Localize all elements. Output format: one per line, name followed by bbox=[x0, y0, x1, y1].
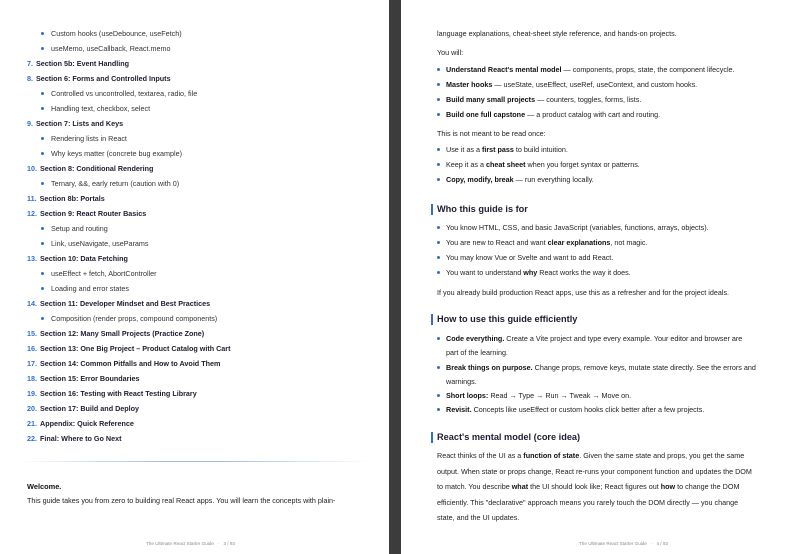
toc-entry-number: 18. bbox=[27, 374, 37, 383]
toc-entry-label: Section 12: Many Small Projects (Practice Zone) bbox=[40, 329, 205, 338]
list-item: Build one full capstone — a product catalog with cart and routing. bbox=[446, 108, 794, 122]
footer-title: The Ultimate React Starter Guide bbox=[579, 541, 647, 546]
toc-subentry-label: Custom hooks (useDebounce, useFetch) bbox=[51, 29, 182, 38]
toc-entry bbox=[27, 56, 377, 71]
heading-accent-bar bbox=[431, 204, 433, 215]
not-meant-text: This is not meant to be read once: bbox=[437, 129, 546, 138]
toc-entry-label: Section 16: Testing with React Testing Library bbox=[40, 389, 197, 398]
bullet-dot bbox=[437, 394, 440, 397]
toc-subentry-label: Setup and routing bbox=[51, 224, 108, 233]
toc-subentry bbox=[27, 86, 377, 101]
toc-entry-number: 12. bbox=[27, 209, 37, 218]
toc-entry-label: Section 11: Developer Mindset and Best Practices bbox=[40, 299, 211, 308]
you-will-text: You will: bbox=[437, 48, 464, 57]
section-heading: How to use this guide efficiently bbox=[437, 314, 577, 324]
toc-entry-label: Section 14: Common Pitfalls and How to Avoid Them bbox=[40, 359, 221, 368]
list-item: You may know Vue or Svelte and want to add React. bbox=[446, 251, 794, 265]
toc-entry-number: 22. bbox=[27, 434, 37, 443]
toc-entry bbox=[27, 296, 377, 311]
toc-entry-label: Section 10: Data Fetching bbox=[40, 254, 128, 263]
toc-subentry-label: Link, useNavigate, useParams bbox=[51, 239, 149, 248]
bullet-dot bbox=[41, 287, 44, 290]
toc-entry-label: Section 8: Conditional Rendering bbox=[40, 164, 154, 173]
toc-entry bbox=[27, 416, 377, 431]
toc-entry-number: 17. bbox=[27, 359, 37, 368]
toc-entry-number: 15. bbox=[27, 329, 37, 338]
bullet-dot bbox=[41, 32, 44, 35]
toc-entry bbox=[27, 341, 377, 356]
right-page bbox=[401, 0, 794, 554]
toc-subentry bbox=[27, 281, 377, 296]
toc-subentry bbox=[27, 26, 377, 41]
toc-entry-number: 13. bbox=[27, 254, 37, 263]
toc-subentry-label: Controlled vs uncontrolled, textarea, radio, file bbox=[51, 89, 198, 98]
toc-entry bbox=[27, 251, 377, 266]
bullet-dot bbox=[437, 178, 440, 181]
toc-subentry bbox=[27, 146, 377, 161]
list-item: Short loops: Read → Type → Run → Tweak → Move on. bbox=[446, 389, 794, 403]
list-item: You want to understand why React works the way it does. bbox=[446, 266, 794, 280]
section-heading: React's mental model (core idea) bbox=[437, 432, 580, 442]
toc-entry-label: Section 5b: Event Handling bbox=[36, 59, 130, 68]
bullet-dot bbox=[437, 271, 440, 274]
toc-entry-label: Section 15: Error Boundaries bbox=[40, 374, 140, 383]
toc-entry-label: Appendix: Quick Reference bbox=[40, 419, 134, 428]
footer-title: The Ultimate React Starter Guide bbox=[146, 541, 214, 546]
if-already-text: If you already build production React apps, use this as a refresher and for the project ideals. bbox=[437, 288, 730, 297]
bullet-dot bbox=[437, 226, 440, 229]
bullet-dot bbox=[437, 113, 440, 116]
section-heading: Who this guide is for bbox=[437, 204, 528, 214]
toc-entry bbox=[27, 386, 377, 401]
toc-entry-number: 9. bbox=[27, 119, 33, 128]
toc-entry-label: Section 6: Forms and Controlled Inputs bbox=[36, 74, 171, 83]
bullet-dot bbox=[41, 107, 44, 110]
toc-subentry-label: useEffect + fetch, AbortController bbox=[51, 269, 157, 278]
toc-subentry bbox=[27, 311, 377, 326]
toc-entry-label: Section 17: Build and Deploy bbox=[40, 404, 140, 413]
bullet-dot bbox=[437, 68, 440, 71]
welcome-text: This guide takes you from zero to building real React apps. You will learn the concepts with plain- bbox=[27, 496, 336, 505]
toc-entry-number: 19. bbox=[27, 389, 37, 398]
toc-entry bbox=[27, 401, 377, 416]
bullet-dot bbox=[41, 317, 44, 320]
list-item: Build many small projects — counters, toggles, forms, lists. bbox=[446, 93, 794, 107]
toc-entry-label: Section 9: React Router Basics bbox=[40, 209, 147, 218]
list-item: Revisit. Concepts like useEffect or custom hooks click better after a few projects. bbox=[446, 403, 794, 417]
toc-subentry bbox=[27, 41, 377, 56]
toc-entry-number: 7. bbox=[27, 59, 33, 68]
heading-accent-bar bbox=[431, 314, 433, 325]
bullet-dot bbox=[437, 256, 440, 259]
toc-subentry bbox=[27, 176, 377, 191]
welcome-title: Welcome. bbox=[27, 482, 62, 491]
mental-model-paragraph: React thinks of the UI as a function of state. Given the same state and props, you get the same output. When state or props change, React re-runs your component function and updates the DOM to match. You describe what the UI should look like; React figures out how to change the DOM efficiently. This "declarative" approach means you rarely touch the DOM directly — you change state, and the UI updates. bbox=[437, 451, 752, 523]
toc-subentry bbox=[27, 266, 377, 281]
list-item: Keep it as a cheat sheet when you forget syntax or patterns. bbox=[446, 158, 794, 172]
bullet-dot bbox=[437, 337, 440, 340]
toc-entry-number: 16. bbox=[27, 344, 37, 353]
toc-entry-number: 21. bbox=[27, 419, 37, 428]
list-item: You know HTML, CSS, and basic JavaScript (variables, functions, arrays, objects). bbox=[446, 221, 794, 235]
toc-entry-number: 10. bbox=[27, 164, 37, 173]
page-footer: The Ultimate React Starter Guide · 4 / 93 bbox=[579, 541, 668, 546]
toc-entry-label: Section 8b: Portals bbox=[39, 194, 105, 203]
bullet-dot bbox=[41, 47, 44, 50]
toc-subentry bbox=[27, 236, 377, 251]
page-footer: The Ultimate React Starter Guide · 3 / 93 bbox=[146, 541, 235, 546]
toc-subentry-label: Ternary, &&, early return (caution with 0) bbox=[51, 179, 180, 188]
list-item: Break things on purpose. Change props, remove keys, mutate state directly. See the errors and warnings. bbox=[446, 361, 794, 388]
page-gutter bbox=[389, 0, 401, 554]
toc-entry-number: 11. bbox=[27, 194, 37, 203]
footer-page-number: 4 / 93 bbox=[656, 541, 668, 546]
bullet-dot bbox=[437, 241, 440, 244]
toc-entry-number: 14. bbox=[27, 299, 37, 308]
toc-entry bbox=[27, 431, 377, 446]
toc-entry bbox=[27, 161, 377, 176]
table-of-contents bbox=[27, 26, 377, 446]
toc-entry bbox=[27, 116, 377, 131]
bullet-dot bbox=[41, 242, 44, 245]
bullet-dot bbox=[437, 366, 440, 369]
bullet-dot bbox=[437, 163, 440, 166]
toc-subentry bbox=[27, 131, 377, 146]
toc-entry bbox=[27, 356, 377, 371]
bullet-dot bbox=[437, 98, 440, 101]
toc-entry bbox=[27, 326, 377, 341]
toc-subentry bbox=[27, 101, 377, 116]
list-item: Code everything. Create a Vite project and type every example. Your editor and browser are part of the learning. bbox=[446, 332, 794, 359]
toc-entry bbox=[27, 371, 377, 386]
bullet-dot bbox=[41, 182, 44, 185]
toc-entry bbox=[27, 191, 377, 206]
list-item: You are new to React and want clear explanations, not magic. bbox=[446, 236, 794, 250]
bullet-dot bbox=[437, 408, 440, 411]
bullet-dot bbox=[41, 227, 44, 230]
list-item: Understand React's mental model — components, props, state, the component lifecycle. bbox=[446, 63, 794, 77]
left-page bbox=[0, 0, 389, 554]
footer-page-number: 3 / 93 bbox=[223, 541, 235, 546]
bullet-dot bbox=[41, 137, 44, 140]
toc-entry-number: 20. bbox=[27, 404, 37, 413]
toc-subentry-label: Rendering lists in React bbox=[51, 134, 127, 143]
toc-subentry-label: useMemo, useCallback, React.memo bbox=[51, 44, 171, 53]
toc-subentry-label: Loading and error states bbox=[51, 284, 129, 293]
bullet-dot bbox=[41, 92, 44, 95]
toc-entry bbox=[27, 206, 377, 221]
toc-subentry-label: Why keys matter (concrete bug example) bbox=[51, 149, 183, 158]
list-item: Master hooks — useState, useEffect, useRef, useContext, and custom hooks. bbox=[446, 78, 794, 92]
bullet-dot bbox=[437, 83, 440, 86]
list-item: Use it as a first pass to build intuition. bbox=[446, 143, 794, 157]
list-item: Copy, modify, break — run everything locally. bbox=[446, 173, 794, 187]
toc-entry-number: 8. bbox=[27, 74, 33, 83]
toc-subentry bbox=[27, 221, 377, 236]
section-divider bbox=[20, 461, 370, 462]
bullet-dot bbox=[437, 148, 440, 151]
toc-subentry-label: Composition (render props, compound components) bbox=[51, 314, 218, 323]
bullet-dot bbox=[41, 152, 44, 155]
toc-entry-label: Final: Where to Go Next bbox=[40, 434, 122, 443]
heading-accent-bar bbox=[431, 432, 433, 443]
toc-entry-label: Section 13: One Big Project – Product Catalog with Cart bbox=[40, 344, 231, 353]
intro-line: language explanations, cheat-sheet style reference, and hands-on projects. bbox=[437, 29, 677, 38]
toc-entry bbox=[27, 71, 377, 86]
toc-entry-label: Section 7: Lists and Keys bbox=[36, 119, 124, 128]
toc-subentry-label: Handling text, checkbox, select bbox=[51, 104, 151, 113]
bullet-dot bbox=[41, 272, 44, 275]
